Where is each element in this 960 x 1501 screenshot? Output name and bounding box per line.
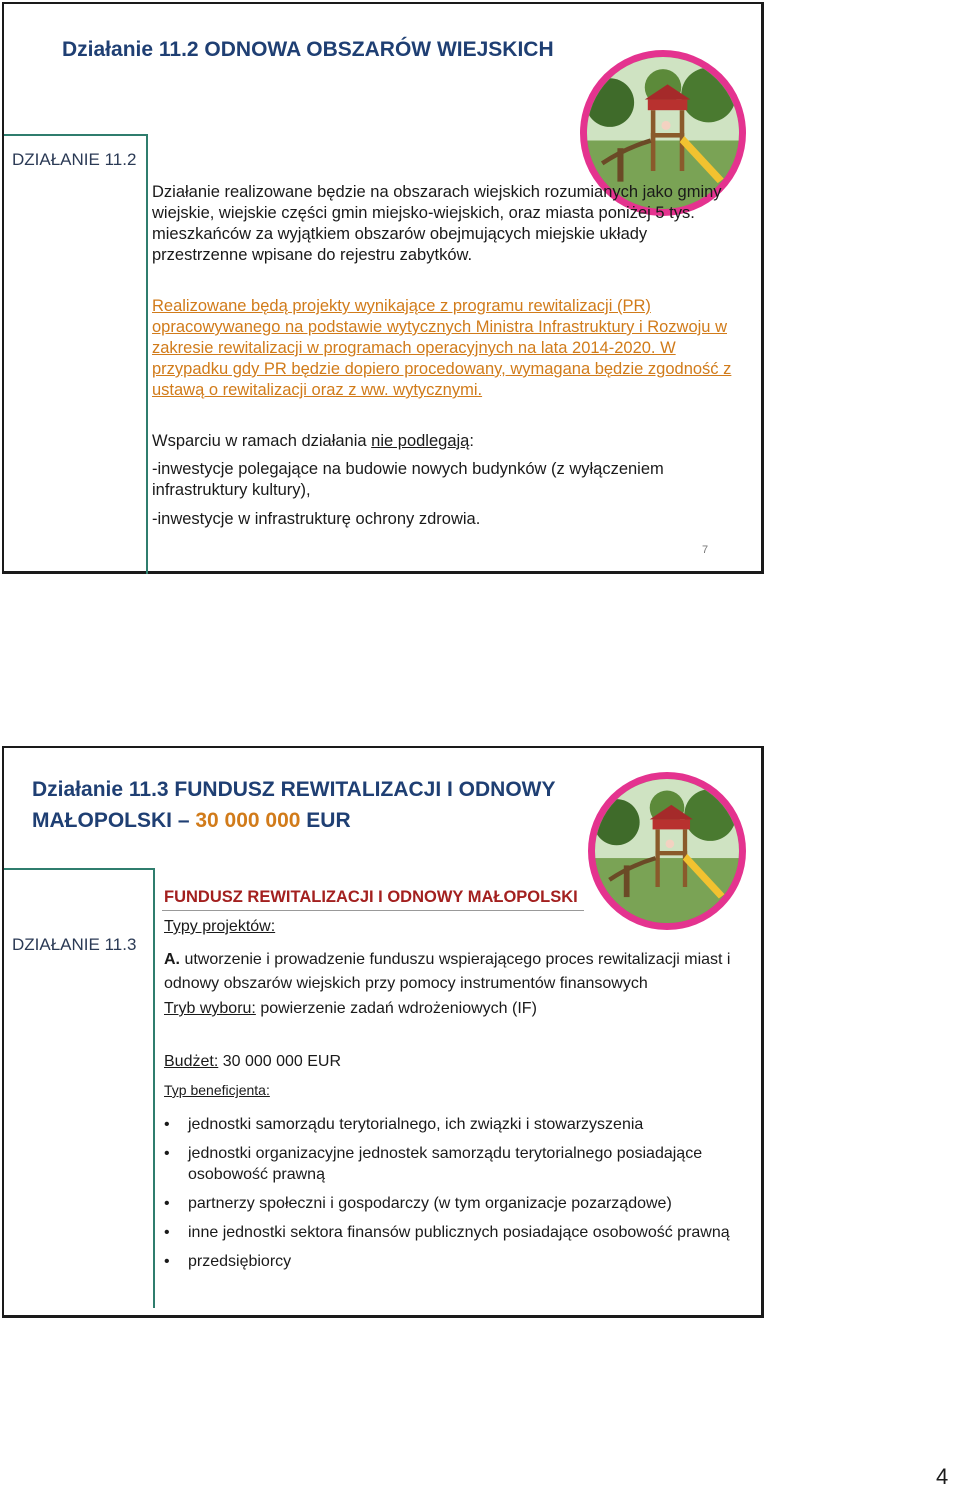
exclusions-intro-underlined: nie podlegają [371,432,470,450]
list-item [164,1114,754,1135]
selection-mode [164,1000,537,1018]
beneficiary-text: przedsiębiorcy [188,1253,292,1270]
list-item [164,1222,754,1243]
bullet-icon: • [164,1253,170,1270]
beneficiary-text: partnerzy społeczni i gospodarczy (w tym organizacje pozarządowe) [188,1195,672,1212]
list-item [164,1251,754,1272]
slide-title: Działanie 11.2 ODNOWA OBSZARÓW WIEJSKICH [62,38,554,61]
beneficiary-type-label: Typ beneficjenta: [164,1082,270,1098]
project-type-a-letter: A. [164,951,180,968]
beneficiary-text: jednostki organizacyjne jednostek samorządu terytorialnego posiadające osobowość prawną [188,1145,703,1183]
exclusion-item: -inwestycje polegające na budowie nowych budynków (z wyłączeniem infrastruktury kultury), [152,460,664,499]
project-type-a [164,948,754,996]
budget-label: Budżet: [164,1053,219,1070]
fund-heading: FUNDUSZ REWITALIZACJI I ODNOWY MAŁOPOLSKI [164,888,578,906]
sidebar-label: DZIAŁANIE 11.2 [12,150,137,169]
beneficiary-list [164,1114,754,1280]
selection-mode-label: Tryb wyboru: [164,1000,256,1017]
budget [164,1053,341,1071]
divider-vertical [153,868,155,1308]
exclusions-intro [152,431,732,452]
title-currency: EUR [300,809,351,832]
divider-horizontal [4,134,146,136]
divider-horizontal [4,868,153,870]
slide-page-number: 7 [702,544,709,556]
beneficiary-text: inne jednostki sektora finansów publicznych posiadające osobowość prawną [188,1224,730,1241]
sidebar-label: DZIAŁANIE 11.3 [12,935,137,954]
bullet-icon: • [164,1145,170,1162]
exclusions-intro-colon: : [469,432,474,450]
document-page-number: 4 [936,1464,949,1489]
beneficiary-text: jednostki samorządu terytorialnego, ich związki i stowarzyszenia [188,1116,644,1133]
revitalization-program-paragraph: Realizowane będą projekty wynikające z programu rewitalizacji (PR) opracowywanego na podstawie wytycznych Ministra Infrastruktury i Rozwoju w zakresie rewitalizacji w programach operacyjnych na lata 2014-2020. W przypadku gdy PR będzie dopiero procedowany, wymagana będzie zgodność z ustawą o rewitalizacji oraz z ww. wytycznymi. [152,297,732,399]
playground-photo-icon [588,772,746,930]
slide-11-2 [2,2,764,574]
description-paragraph: Działanie realizowane będzie na obszarach wiejskich rozumianych jako gminy wiejskie, wiejskie części gmin miejsko-wiejskich, oraz miasta poniżej 5 tys. mieszkańców za wyjątkiem obszarów obejmujących miejskie układy przestrzenne wpisane do rejestru zabytków. [152,183,722,264]
slide-title [32,774,592,836]
title-part1: Działanie 11. [32,778,157,801]
project-type-a-text: utworzenie i prowadzenie funduszu wspierającego proces rewitalizacji miast i odnowy obszarów wiejskich przy pomocy instrumentów finansowych [164,951,731,992]
project-types-label: Typy projektów: [164,918,276,935]
exclusions-intro-text: Wsparciu w ramach działania [152,432,372,450]
list-item [164,1193,754,1214]
list-item [164,1143,754,1185]
heading-underline [162,910,584,911]
title-part2: 3 FUNDUSZ REWITALIZACJI I ODNOWY MAŁOPOLSKI – [32,778,556,832]
title-amount: 30 000 000 [195,809,301,832]
slide-11-3 [2,746,764,1318]
divider-vertical [146,134,148,574]
bullet-icon: • [164,1116,170,1133]
selection-mode-value: powierzenie zadań wdrożeniowych (IF) [255,1000,537,1017]
budget-value: 30 000 000 EUR [218,1053,342,1070]
bullet-icon: • [164,1224,170,1241]
exclusion-item: -inwestycje w infrastrukturę ochrony zdrowia. [152,510,481,528]
bullet-icon: • [164,1195,170,1212]
